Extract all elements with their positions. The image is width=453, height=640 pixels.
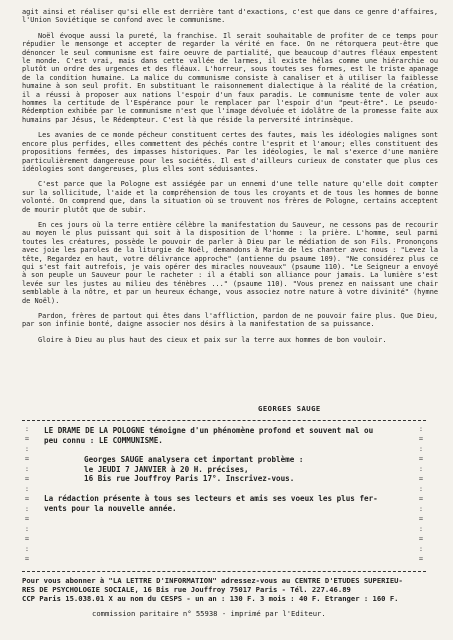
notice-line: LE DRAME DE LA POLOGNE témoigne d'un phénomène profond et souvent mal ou [44,426,374,435]
notice-bottom-divider [22,571,426,572]
notice-line: La rédaction présente à tous ses lecteurs et amis ses voeux les plus fer- [44,493,378,503]
footer-line: CCP Paris 15.038.01 X au nom du CESPS - un an : 130 F. 3 mois : 40 F. Etranger : 160 F. [22,593,399,603]
article-paragraph: agit ainsi et réaliser qu'si elle est derrière tant d'exactions, c'est que dans ce genre d'affaires, l'Union Soviétique se confond avec le communisme. [22,8,438,25]
notice-right-border: : = : = : = : = : = : = : = [418,425,424,563]
article-paragraph: Noël évoque aussi la pureté, la franchise. Il serait souhaitable de profiter de ce temps pour répudier le mensonge et accepter de regarder la vérité en face. On ne rétorquera peut-être que dénoncer le seul communisme est faire oeuvre de partialité, que beaucoup d'autres fléaux empestent le monde. C'est vrai, mais dans cette vallée de larmes, il existe hélas comme une hiérarchie ou plutôt un ordre des urgences et des fléaux. L'horreur, sous toutes ses formes, est le triste apanage de la condition humaine. La malice du communisme consiste à canaliser et à utiliser la faiblesse humaine à son seul profit. En substituant le raisonnement dialectique à la réalité de la création, il a réussi à proposer aux nations l'espoir d'un faux paradis. Le communisme tente de voler aux hommes la certitude de l'Espérance pour le remplacer par l'espoir d'un "peut-être". Le pseudo-Rédemption exhibée par le communisme n'est que l'image dévoluée et idolâtre de la promesse faite aux humains par Jésus, le Rédempteur. C'est là que réside la perversité intrinsèque. [22,31,438,124]
article-body [22,8,438,351]
notice-top-divider [22,420,426,421]
article-paragraph: Pardon, frères de partout qui êtes dans l'affliction, pardon de ne pouvoir faire plus. Que Dieu, par son infinie bonté, daigne associer nos désirs à la manifestation de sa puissance. [22,312,438,329]
author-signature: GEORGES SAUGE [258,404,321,413]
notice-line: vents pour la nouvelle année. [44,503,177,513]
article-paragraph: Gloire à Dieu au plus haut des cieux et paix sur la terre aux hommes de bon vouloir. [38,335,387,344]
notice-line: Georges SAUGE analysera cet important problème : [84,455,304,465]
subscription-footer [22,577,432,618]
footer-line: RES DE PSYCHOLOGIE SOCIALE, 16 Bis rue Jouffroy 75017 Paris - Tél. 227.46.89 [22,584,351,594]
notice-line: peu connu : LE COMMUNISME. [44,435,163,445]
notice-content [44,426,404,513]
event-notice-box [22,424,426,568]
commission-line: commission paritaire n° 55938 - imprimé par l'Editeur. [92,609,326,619]
notice-line: le JEUDI 7 JANVIER à 20 H. précises, [84,464,249,474]
article-paragraph: Les avanies de ce monde pécheur constituent certes des fautes, mais les idéologies malignes sont encore plus perfides, elles commettent des péchés contre l'esprit et l'amour; elles constituent des propositions fermées, des impasses historiques. Par les idéologies, le mal s'exerce d'une manière particulièrement dangereuse pour les sociétés. Il est d'ailleurs curieux de constater que plus ces idéologies sont dangereuses, plus elles sont séduisantes. [22,131,438,173]
footer-line: Pour vous abonner à "LA LETTRE D'INFORMATION" adressez-vous au CENTRE D'ETUDES SUPERIEU- [22,576,403,585]
article-paragraph: En ces jours où la terre entière célèbre la manifestation du Sauveur, ne cessons pas de recourir au moyen le plus puissant qui soit à la disposition de l'homme : la prière. L'homme, seul parmi toutes les créatures, possède le pouvoir de parler à Dieu par le médiation de son Fils. Prononçons avec joie les paroles de la liturgie de Noël, demandons à Marie de les chanter avec nous : "Levez la tête, Regardez en haut, votre délivrance approche" (antienne du psaume 109). "Ne considérez plus ce qui s'est fait autrefois, je vais opérer des miracles nouveaux" (psaume 110). "Le Seigneur a envoyé à son peuple un Sauveur pour le racheter : il a établi son alliance pour jamais. La lumière s'est levée sur les justes au milieu des ténèbres ..." (psaume 110). "Vous prenez en naissant une chair semblable à la nôtre, et par un heureux échange, vous associez notre nature à votre divinité" (hymne de Noël). [22,220,438,305]
notice-left-border: : = : = : = : = : = : = : = [24,425,30,563]
article-paragraph: C'est parce que la Pologne est assiégée par un ennemi d'une telle nature qu'elle doit compter sur la sollicitude, l'aide et la compréhension de tous les croyants et de tous les hommes de bonne volonté. On comprend que, dans la situation où se trouvent nos frères de Pologne, certains acceptent de mourir plutôt que de subir. [22,180,438,214]
notice-line: 16 Bis rue Jouffroy Paris 17°. Inscrivez-vous. [84,474,295,484]
